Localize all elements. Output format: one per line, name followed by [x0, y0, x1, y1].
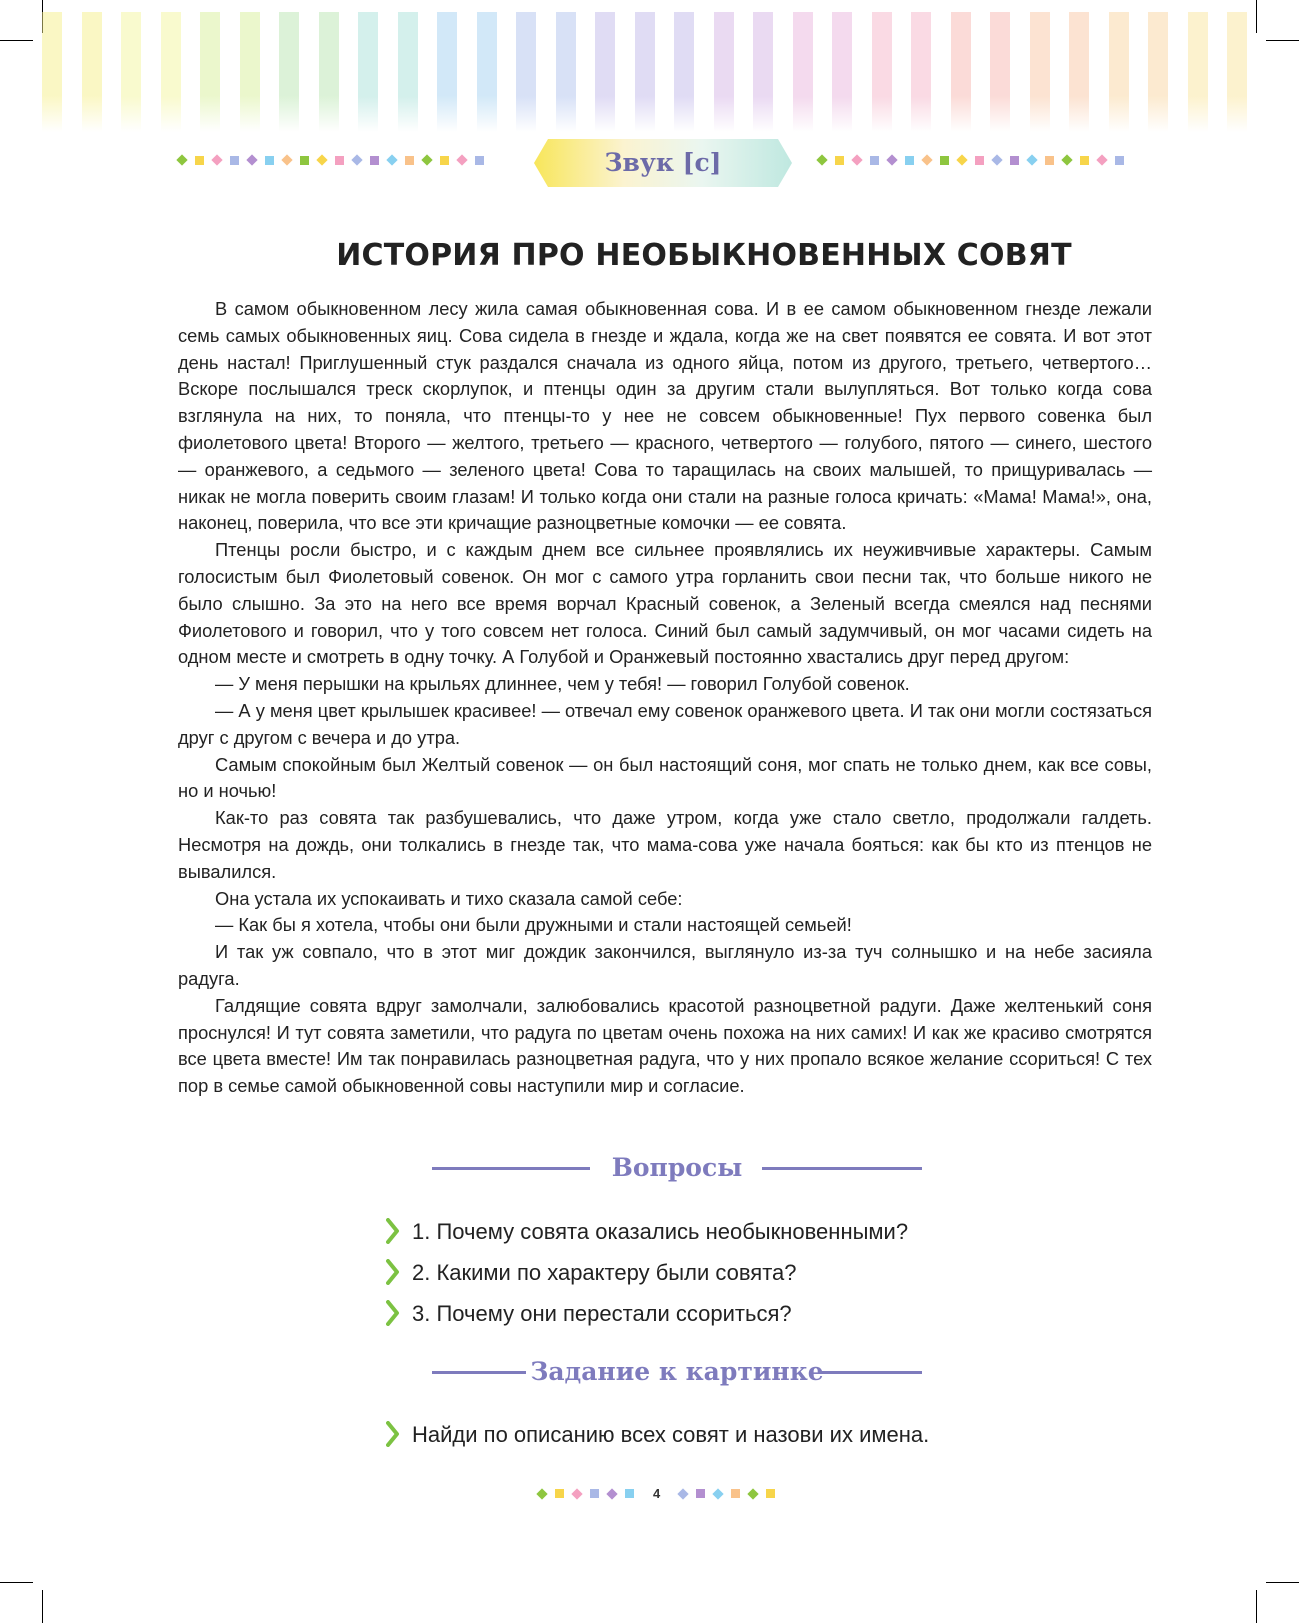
story-text	[178, 296, 1152, 1100]
decorative-dot	[991, 154, 1002, 165]
rainbow-stripe	[161, 12, 181, 132]
rainbow-stripe	[398, 12, 418, 132]
banner-title: Звук [с]	[604, 148, 722, 177]
rainbow-stripe	[358, 12, 378, 132]
decorative-dot	[211, 154, 222, 165]
questions-list	[386, 1211, 908, 1334]
story-paragraph: Самым спокойным был Желтый совенок — он был настоящий соня, мог спать не только днем, как все совы, но и ночью!	[178, 753, 1152, 802]
questions-heading	[432, 1148, 922, 1188]
footer-dots-right	[679, 1489, 775, 1498]
rainbow-stripe	[319, 12, 339, 132]
decorative-dot	[1010, 156, 1019, 165]
story-paragraph: Птенцы росли быстро, и с каждым днем все сильнее проявлялись их неуживчивые характеры. Самым голосистым был Фиолетовый совенок. Он мог с самого утра горланить свои песни так, что больше никого не было слышно. За это на него все время ворчал Красный совенок, а Зеленый всегда смеялся над песнями Фиолетового и говорил, что у того совсем нет голоса. Синий был самый задумчивый, он мог часами сидеть на одном месте и смотреть в одну точку. А Голубой и Оранжевый постоянно хвастались друг перед другом:	[178, 539, 1152, 668]
chevron-right-icon	[386, 1218, 400, 1244]
decorative-dot	[1115, 156, 1124, 165]
rainbow-stripe	[437, 12, 457, 132]
rainbow-stripe	[1188, 12, 1208, 132]
rainbow-stripe	[1109, 12, 1129, 132]
rainbow-stripe	[240, 12, 260, 132]
decorative-dot	[905, 156, 914, 165]
decorative-dot	[405, 156, 414, 165]
decorative-dot	[975, 156, 984, 165]
page-number: 4	[653, 1486, 661, 1501]
crop-mark	[1256, 1590, 1257, 1623]
decorative-dot	[748, 1488, 759, 1499]
decorative-dot	[230, 156, 239, 165]
decorative-dot	[940, 156, 949, 165]
question-text: 2. Какими по характеру были совята?	[412, 1260, 797, 1285]
story-paragraph: Как-то раз совята так разбушевались, что даже утром, когда уже стало светло, продолжали галдеть. Несмотря на дождь, они толкались в гнезде так, что мама-сова уже начала бояться: как бы кто из птенцов не вывалился.	[178, 807, 1152, 882]
decorative-dot	[456, 154, 467, 165]
chevron-right-icon	[386, 1259, 400, 1285]
decorative-dot	[851, 154, 862, 165]
decorative-dot	[246, 154, 257, 165]
decorative-dot	[351, 154, 362, 165]
decorative-dot	[555, 1489, 564, 1498]
rainbow-stripe	[872, 12, 892, 132]
question-item	[386, 1252, 908, 1293]
decorative-dot	[335, 156, 344, 165]
story-paragraph: Она устала их успокаивать и тихо сказала самой себе:	[215, 887, 683, 909]
rainbow-stripe	[714, 12, 734, 132]
question-item	[386, 1211, 908, 1252]
rainbow-stripe	[793, 12, 813, 132]
rainbow-stripe	[951, 12, 971, 132]
rainbow-stripe	[556, 12, 576, 132]
decorative-dot	[678, 1488, 689, 1499]
decorative-dot	[886, 154, 897, 165]
rainbow-stripe	[516, 12, 536, 132]
decorative-dot	[265, 156, 274, 165]
crop-mark	[0, 1582, 33, 1583]
task-heading	[432, 1352, 922, 1392]
decorative-dot	[300, 156, 309, 165]
task-text: Найди по описанию всех совят и назови их имена.	[412, 1422, 930, 1447]
decorative-dot	[386, 154, 397, 165]
decorative-dot	[316, 154, 327, 165]
decorative-dots-right	[818, 156, 1124, 166]
decorative-dot	[281, 154, 292, 165]
rainbow-stripe	[279, 12, 299, 132]
rainbow-stripe	[832, 12, 852, 132]
rainbow-stripe	[635, 12, 655, 132]
decorative-dot	[1096, 154, 1107, 165]
rainbow-stripe	[753, 12, 773, 132]
story-paragraph: — Как бы я хотела, чтобы они были дружными и стали настоящей семьей!	[215, 914, 852, 936]
decorative-dot	[475, 156, 484, 165]
task-heading-text: Задание к картинке	[530, 1357, 824, 1386]
footer-dots-left	[538, 1489, 634, 1498]
story-paragraph: В самом обыкновенном лесу жила самая обыкновенная сова. И в ее самом обыкновенном гнезде лежали семь самых обыкновенных яиц. Сова сидела в гнезде и ждала, когда же на свет появятся ее совята. И вот этот день настал! Приглушенный стук раздался сначала из одного яйца, потом из другого, третьего, четвертого… Вскоре послышался треск скорлупок, и птенцы один за другим стали вылупляться. Вот только когда сова взглянула на них, то поняла, что птенцы-то у нее не совсем обыкновенные! Пух первого совенка был фиолетового цвета! Второго — желтого, третьего — красного, четвертого — голубого, пятого — синего, шестого — оранжевого, а седьмого — зеленого цвета! Сова то таращилась на своих малышей, то прищуривалась — никак не могла поверить своим глазам! И только когда они стали на разные голоса кричать: «Мама! Мама!», она, наконец, поверила, что все эти кричащие разноцветные комочки — ее совята.	[178, 298, 1152, 534]
rainbow-stripe	[477, 12, 497, 132]
rainbow-stripe	[1227, 12, 1247, 132]
question-text: 1. Почему совята оказались необыкновенными?	[412, 1219, 909, 1244]
decorative-dot	[835, 156, 844, 165]
decorative-dot	[1045, 156, 1054, 165]
rainbow-stripe	[42, 12, 62, 132]
chevron-right-icon	[386, 1421, 400, 1447]
story-title: ИСТОРИЯ ПРО НЕОБЫКНОВЕННЫХ СОВЯТ	[336, 238, 1072, 273]
rainbow-stripe	[595, 12, 615, 132]
decorative-dot	[195, 156, 204, 165]
rainbow-stripe	[1030, 12, 1050, 132]
rainbow-stripe	[200, 12, 220, 132]
sound-banner	[534, 139, 792, 187]
decorative-dot	[1061, 154, 1072, 165]
rainbow-stripes-header	[0, 0, 1299, 140]
rainbow-stripe	[121, 12, 141, 132]
decorative-dot	[766, 1489, 775, 1498]
decorative-dot	[440, 156, 449, 165]
decorative-dot	[176, 154, 187, 165]
rainbow-stripe	[82, 12, 102, 132]
task-item	[386, 1414, 929, 1455]
story-paragraph: — У меня перышки на крыльях длиннее, чем у тебя! — говорил Голубой совенок.	[215, 673, 910, 695]
questions-heading-text: Вопросы	[611, 1153, 743, 1182]
story-paragraph: И так уж совпало, что в этот миг дождик закончился, выглянуло из-за туч солнышко и на небе засияла радуга.	[178, 941, 1152, 989]
question-text: 3. Почему они перестали ссориться?	[412, 1301, 792, 1326]
decorative-dot	[571, 1488, 582, 1499]
decorative-dot	[870, 156, 879, 165]
rainbow-stripe	[911, 12, 931, 132]
rainbow-stripe	[1148, 12, 1168, 132]
rainbow-stripe	[674, 12, 694, 132]
story-paragraph: — А у меня цвет крылышек красивее! — отвечал ему совенок оранжевого цвета. И так они могли состязаться друг с другом с вечера и до утра.	[178, 699, 1152, 748]
decorative-dot	[731, 1489, 740, 1498]
decorative-dot	[921, 154, 932, 165]
rainbow-stripe	[1069, 12, 1089, 132]
chevron-right-icon	[386, 1300, 400, 1326]
page-footer	[538, 1486, 775, 1501]
task-list	[386, 1414, 929, 1455]
decorative-dot	[713, 1488, 724, 1499]
question-item	[386, 1293, 908, 1334]
crop-mark	[1266, 1582, 1299, 1583]
decorative-dot	[1026, 154, 1037, 165]
decorative-dot	[536, 1488, 547, 1499]
story-paragraph: Галдящие совята вдруг замолчали, залюбовались красотой разноцветной радуги. Даже желтенький соня проснулся! И тут совята заметили, что радуга по цветам очень похожа на них самих! И как же красиво смотрятся все цвета вместе! Им так понравилась разноцветная радуга, что у них пропало всякое желание ссориться! С тех пор в семье самой обыкновенной совы наступили мир и согласие.	[178, 994, 1152, 1097]
decorative-dot	[956, 154, 967, 165]
decorative-dot	[370, 156, 379, 165]
decorative-dot	[421, 154, 432, 165]
decorative-dot	[606, 1488, 617, 1499]
decorative-dot	[590, 1489, 599, 1498]
decorative-dot	[1080, 156, 1089, 165]
decorative-dot	[625, 1489, 634, 1498]
decorative-dots-left	[178, 156, 484, 166]
decorative-dot	[816, 154, 827, 165]
decorative-dot	[696, 1489, 705, 1498]
crop-mark	[42, 1590, 43, 1623]
rainbow-stripe	[990, 12, 1010, 132]
